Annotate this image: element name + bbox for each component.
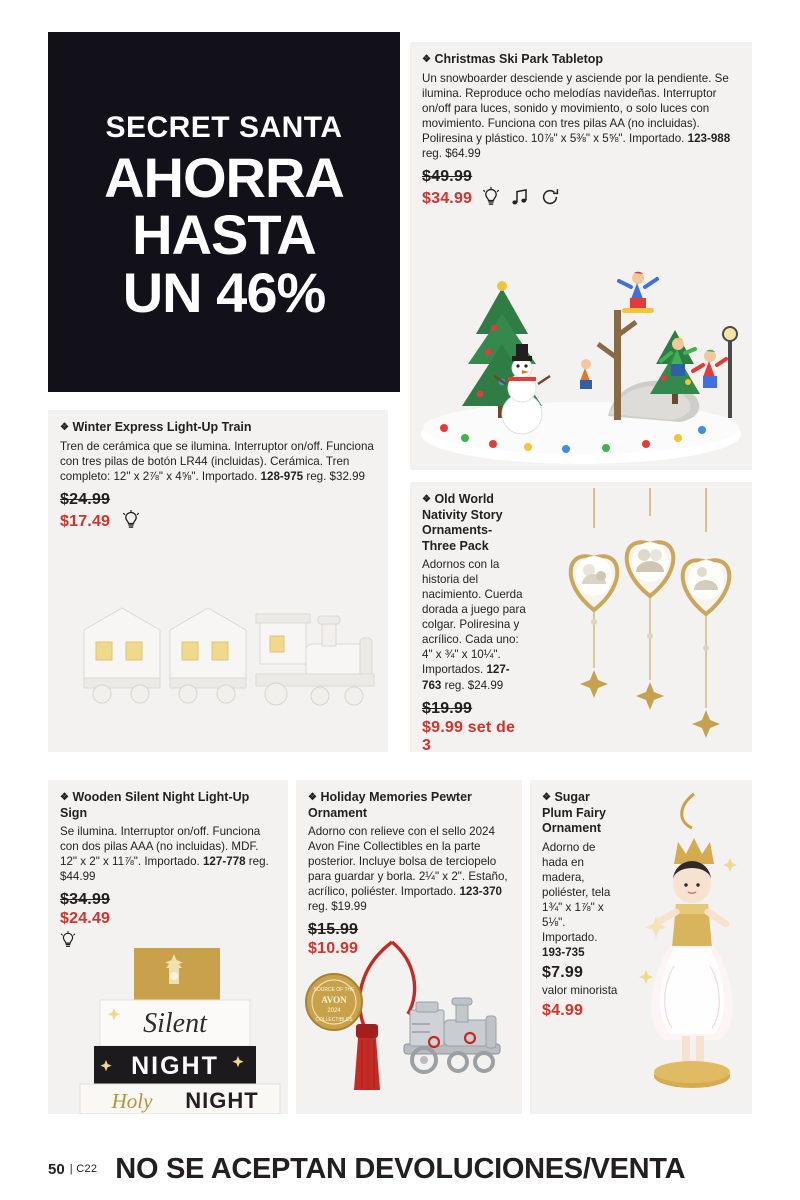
flower-icon: ❖ bbox=[422, 54, 431, 65]
product-image-silent-night-sign bbox=[70, 948, 290, 1114]
flower-icon: ❖ bbox=[60, 792, 69, 803]
product-title: ❖ Wooden Silent Night Light-Up Sign bbox=[60, 790, 250, 820]
page-number: 50 bbox=[48, 1160, 65, 1178]
music-note-icon bbox=[510, 187, 530, 212]
product-price-note: valor minorista bbox=[542, 984, 618, 997]
product-card-holiday-memories-pewter[interactable] bbox=[296, 780, 522, 1114]
seal-line-1: SOURCE OF THE bbox=[313, 987, 355, 993]
product-title: ❖ Holiday Memories Pewter Ornament bbox=[308, 790, 472, 820]
product-title: ❖ Christmas Ski Park Tabletop bbox=[422, 52, 604, 66]
product-price-old: $19.99 bbox=[422, 699, 473, 717]
seal-line-2: AVON bbox=[321, 995, 347, 1005]
product-sku: 123-988 bbox=[687, 131, 731, 145]
product-price-new: $17.49 bbox=[60, 513, 111, 531]
seal-line-4: COLLECTIBLES bbox=[315, 1017, 353, 1023]
hero-line-3: UN 46% bbox=[122, 260, 326, 324]
product-sku: 128-975 bbox=[260, 469, 304, 483]
sign-text-holy: Holy bbox=[111, 1089, 153, 1113]
product-description: Adorno con relieve con el sello 2024 Avon Fine Collectibles en la parte posterior. Incluye bolsa de terciopelo para guardar y borla. 2¼" x 2". Estaño, acrílico, poliéster. Importado. 123-370 reg. $19.99 bbox=[308, 825, 508, 914]
seal-line-3: 2024 bbox=[327, 1008, 341, 1014]
secret-santa-hero bbox=[48, 32, 400, 392]
product-price-new: $24.49 bbox=[60, 910, 111, 928]
product-card-sugar-plum-fairy[interactable] bbox=[530, 780, 752, 1114]
flower-icon: ❖ bbox=[60, 422, 69, 433]
product-price-new: $4.99 bbox=[542, 1002, 584, 1020]
product-price-old: $49.99 bbox=[422, 167, 473, 185]
flower-icon: ❖ bbox=[542, 792, 551, 803]
sign-text-silent: Silent bbox=[143, 1008, 207, 1039]
product-title: ❖ Winter Express Light-Up Train bbox=[60, 420, 252, 434]
product-description: Se ilumina. Interruptor on/off. Funciona con dos pilas AAA (no incluidas). MDF. 12" x 2" x 11⅞". Importado. 127-778 reg. $44.99 bbox=[60, 825, 269, 884]
product-card-wooden-silent-night[interactable] bbox=[48, 780, 288, 1114]
product-description: Un snowboarder desciende y asciende por la pendiente. Se ilumina. Reproduce ocho melodías navideñas. Interruptor on/off para luces, sonido y movimiento, o solo luces con movimiento. Funciona con tres pilas AA (no incluidas). Poliresina y plástico. 10⅞" x 5⅜" x 5⅝". Importado. 123-988 reg. $64.99 bbox=[422, 71, 731, 160]
bulb-icon bbox=[482, 187, 500, 212]
product-sku: 193-735 bbox=[542, 945, 585, 959]
product-sku: 123-370 bbox=[459, 885, 503, 899]
product-price-new: $34.99 bbox=[422, 190, 473, 208]
product-title: ❖ Sugar Plum Fairy Ornament bbox=[542, 790, 606, 835]
product-title: ❖ Old World Nativity Story Ornaments-Three Pack bbox=[422, 492, 503, 553]
product-card-old-world-nativity[interactable] bbox=[410, 482, 752, 752]
product-price-old: $7.99 bbox=[542, 964, 584, 981]
product-price-new: $9.99 set de 3 bbox=[422, 718, 516, 754]
product-sku: 127-763 bbox=[422, 663, 510, 692]
hero-line-1: AHORRA bbox=[104, 146, 344, 210]
product-description: Adorno de hada en madera, poliéster, tela 1¾" x 1⅞" x 5⅛". Importado. 193-735 bbox=[542, 840, 611, 959]
product-price-old: $15.99 bbox=[308, 921, 359, 939]
product-card-winter-express-train[interactable] bbox=[48, 410, 388, 752]
product-sku: 127-778 bbox=[202, 855, 246, 869]
product-image-pewter-ornament bbox=[300, 940, 522, 1114]
product-image-nativity-ornaments bbox=[550, 488, 752, 752]
product-card-christmas-ski-park[interactable] bbox=[410, 42, 752, 470]
flower-icon: ❖ bbox=[422, 494, 431, 505]
flower-icon: ❖ bbox=[308, 792, 317, 803]
sign-text-night-2: NIGHT bbox=[185, 1088, 259, 1113]
hero-line-2: HASTA bbox=[132, 203, 316, 267]
page-code: | C22 bbox=[69, 1163, 98, 1175]
page-footer bbox=[0, 1138, 800, 1200]
product-image-sugar-plum-fairy bbox=[630, 788, 752, 1114]
product-price-old: $24.99 bbox=[60, 490, 111, 508]
product-price-old: $34.99 bbox=[60, 891, 111, 909]
product-description: Adornos con la historia del nacimiento. Cuerda dorada a juego para colgar. Poliresina y acrílico. Cada uno: 4" x ¾" x 10¼". Importados. 127-763 reg. $24.99 bbox=[422, 558, 526, 692]
product-description: Tren de cerámica que se ilumina. Interruptor on/off. Funciona con tres pilas de botón LR44 (incluidas). Cerámica. Tren completo: 12" x 2⅞" x 4⅝". Importado. 128-975 reg. $32.99 bbox=[60, 439, 374, 483]
sign-text-night: NIGHT bbox=[131, 1052, 219, 1080]
product-image-train bbox=[70, 578, 388, 738]
bulb-icon bbox=[122, 510, 140, 535]
footer-notice: NO SE ACEPTAN DEVOLUCIONES/VENTA bbox=[115, 1152, 686, 1185]
product-price-new: $10.99 bbox=[308, 940, 359, 958]
product-image-ski-park bbox=[410, 252, 752, 470]
motion-icon bbox=[540, 187, 560, 212]
hero-kicker: SECRET SANTA bbox=[105, 111, 343, 145]
